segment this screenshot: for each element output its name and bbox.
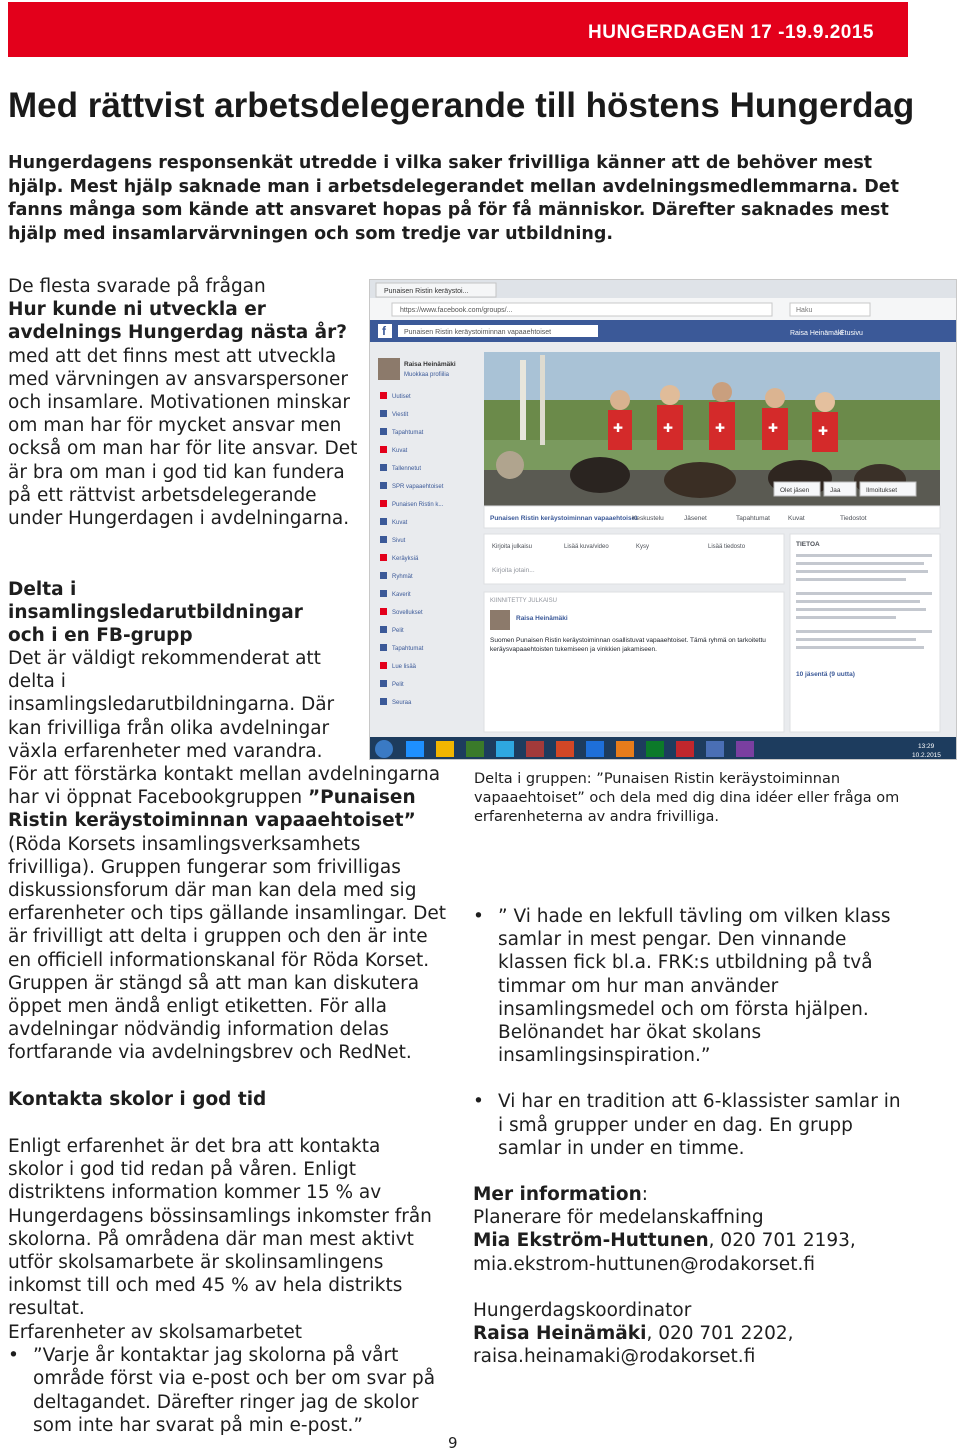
- section-heading-training: Delta i insamlingsledarutbildningar och i en FB-grupp: [8, 579, 303, 647]
- taskbar-app-icon: [736, 741, 754, 757]
- sidebar-icon: [380, 500, 387, 507]
- contact-name-1: Mia Ekström-Huttunen: [473, 1230, 709, 1252]
- sidebar-icon: [380, 644, 387, 651]
- browser-search: Haku: [796, 307, 813, 314]
- header-banner: [8, 2, 908, 57]
- sidebar-icon: [380, 698, 387, 705]
- fb-group-tab: Tiedostot: [840, 515, 867, 522]
- contact-role-2: Hungerdagskoordinator: [473, 1299, 692, 1321]
- fb-sidebar-item: Kuvat: [392, 520, 408, 526]
- school-experiences: [8, 1321, 448, 1437]
- taskbar-app-icon: [406, 741, 424, 757]
- photo-caption: Delta i gruppen: ”Punaisen Ristin keräystoiminnan vapaaehtoiset” och dela med dig dina idéer eller fråga om erfarenheterna av andra frivilliga.: [474, 771, 900, 825]
- intro-block: [8, 275, 358, 530]
- contact-email-1[interactable]: mia.ekstrom-huttunen@rodakorset.fi: [473, 1253, 815, 1275]
- sidebar-icon: [380, 464, 387, 471]
- sidebar-icon: [380, 482, 387, 489]
- survey-answer: med att det finns mest att utveckla med värvningen av ansvarspersoner och insamlare. Motivationen minskar om man har för mycket ansvar men också om man har för lite ansvar. Det är bra om man i god tid kan fundera på ett rättvist arbetsdelegerande under Hungerdagen i avdelningarna.: [8, 345, 358, 530]
- fb-user-top: Raisa Heinämäki: [790, 330, 843, 337]
- contact-phone-1: , 020 701 2193,: [708, 1230, 856, 1252]
- fb-sidebar-item: Uutiset: [392, 394, 411, 400]
- fb-sidebar-item: Tapahtumat: [392, 646, 424, 652]
- list-item: • Vi har en tradition att 6-klassister samlar in i små grupper under en dag. En grupp samlar in under en timme.: [473, 1090, 908, 1160]
- taskbar-app-icon: [706, 741, 724, 757]
- contact-role-1: Planerare för medelanskaffning: [473, 1207, 764, 1229]
- fb-sidebar-item: Sovellukset: [392, 610, 423, 616]
- sidebar-icon: [380, 608, 387, 615]
- fb-post-text: Suomen Punaisen Ristin keräystoiminnan osallistuvat vapaaehtoiset. Tämä ryhmä on tarkoitettu keräysvapaaehtoisten tukemiseen ja vinkkien jakamiseen.: [490, 637, 766, 653]
- taskbar-app-icon: [466, 741, 484, 757]
- fb-sidebar-item: Pelit: [392, 682, 404, 688]
- sidebar-icon: [380, 680, 387, 687]
- sidebar-icon: [380, 410, 387, 417]
- section-schools-body: Enligt erfarenhet är det bra att kontakta skolor i god tid redan på våren. Enligt distriktens information kommer 15 % av Hungerdagens bössinsamlings inkomster från skolorna. På områdena där man mest aktivt utför skolsamarbete är skolinsamlingens inkomst till och med 45 % av hela distrikts resultat.: [8, 1136, 432, 1320]
- school-experiences-heading: Erfarenheter av skolsamarbetet: [8, 1322, 302, 1343]
- sidebar-user-name: Raisa Heinämäki: [404, 361, 456, 368]
- fb-sidebar-item: Keräyksiä: [392, 556, 419, 562]
- intro-text: De flesta svarade på frågan: [8, 276, 266, 297]
- sidebar-icon: [380, 392, 387, 399]
- taskbar-app-icon: [646, 741, 664, 757]
- sidebar-icon: [380, 572, 387, 579]
- fb-group-tab: Keskustelu: [632, 515, 664, 522]
- fb-composer-button: Kysy: [636, 544, 650, 550]
- fb-sidebar-item: SPR vapaaehtoiset: [392, 484, 444, 490]
- sidebar-icon: [380, 428, 387, 435]
- fb-sidebar-item: Sivut: [392, 538, 406, 544]
- fb-about-heading: TIETOA: [796, 541, 820, 548]
- taskbar-app-icon: [436, 741, 454, 757]
- sidebar-icon: [380, 446, 387, 453]
- section-heading-schools: Kontakta skolor i god tid: [8, 1089, 267, 1110]
- svg-text:✚: ✚: [818, 424, 829, 438]
- contact-name-2: Raisa Heinämäki: [473, 1323, 647, 1345]
- fb-group-tab: Kuvat: [788, 515, 805, 522]
- sidebar-icon: [380, 590, 387, 597]
- fb-sidebar-item: Tapahtumat: [392, 430, 424, 436]
- contact-heading: Mer information: [473, 1184, 642, 1206]
- banner-title: HUNGERDAGEN 17 -19.9.2015: [588, 22, 874, 43]
- taskbar-time: 13:29: [918, 743, 935, 750]
- fb-group-search: Punaisen Ristin keräystoiminnan vapaaehtoiset: [404, 329, 552, 336]
- browser-tab-label: Punaisen Ristin keräystoi...: [384, 288, 469, 295]
- fb-sidebar-item: Viestit: [392, 412, 409, 418]
- taskbar-app-icon: [586, 741, 604, 757]
- fb-sidebar-item: Punaisen Ristin k...: [392, 502, 444, 508]
- facebook-group-name: ”Punaisen Ristin keräystoiminnan vapaaehtoiset”: [8, 787, 416, 832]
- lead-paragraph: Hungerdagens responsenkät utredde i vilka saker frivilliga känner att de behöver mest hjälp. Mest hjälp saknade man i arbetsdelegerandet mellan avdelningsmedlemmarna. Det fanns många som kände att ansvaret hopas på för få människor. Därefter saknades mest hjälp med insamlarvärvningen och som tredje var utbildning.: [8, 153, 900, 244]
- fb-sidebar-item: Kaverit: [392, 592, 411, 598]
- fb-sidebar-item: Tallennetut: [392, 466, 422, 472]
- training-text: Det är väldigt rekommenderat att delta i insamlingsledarutbildningarna. Där kan frivilliga från olika avdelningar växla erfarenheter med varandra. För att förstärka kontakt mellan avdelningarna har vi öppnat Facebookgruppen: [8, 648, 441, 809]
- sidebar-icon: [380, 536, 387, 543]
- taskbar-app-icon: [526, 741, 544, 757]
- contact-block: [473, 1183, 943, 1368]
- fb-sidebar-item: Lue lisää: [392, 664, 417, 670]
- list-item: • ”Varje år kontaktar jag skolorna på vårt område först via e-post och ber om svar på deltagandet. Därefter ringer jag de skolor som inte har svarat på min e-post.”: [8, 1344, 448, 1437]
- contact-heading-colon: :: [641, 1184, 648, 1206]
- fb-home-link: Etusivu: [840, 330, 863, 337]
- fb-poster-name: Raisa Heinämäki: [516, 615, 568, 622]
- fb-sidebar-item: Seuraa: [392, 700, 412, 706]
- taskbar-date: 10.2.2015: [912, 752, 941, 759]
- sidebar-icon: [380, 662, 387, 669]
- survey-question: Hur kunde ni utveckla er avdelnings Hungerdag nästa år?: [8, 299, 347, 344]
- svg-text:✚: ✚: [715, 421, 726, 435]
- contact-phone-2: , 020 701 2202,: [646, 1323, 794, 1345]
- facebook-group-screenshot: [369, 279, 957, 760]
- fb-composer-button: Kirjoita julkaisu: [492, 544, 533, 550]
- sidebar-user-sub: Muokkaa profiilia: [404, 372, 450, 378]
- fb-joined-button: Olet jäsen: [780, 487, 810, 494]
- page-number: 9: [448, 1434, 458, 1452]
- contact-email-2[interactable]: raisa.heinamaki@rodakorset.fi: [473, 1346, 756, 1368]
- right-column: [473, 905, 943, 1368]
- browser-url: https://www.facebook.com/groups/...: [400, 307, 513, 314]
- taskbar-app-icon: [676, 741, 694, 757]
- svg-text:✚: ✚: [663, 421, 674, 435]
- sidebar-icon: [380, 554, 387, 561]
- fb-group-name-tab: Punaisen Ristin keräystoiminnan vapaaehtoiset: [490, 515, 638, 522]
- fb-composer-button: Lisää tiedosto: [708, 544, 746, 550]
- fb-sidebar-item: Kuvat: [392, 448, 408, 454]
- fb-notify-button: Ilmoitukset: [866, 487, 898, 494]
- article-headline: Med rättvist arbetsdelegerande till höstens Hungerdag: [8, 86, 915, 125]
- sidebar-icon: [380, 626, 387, 633]
- fb-group-tab: Tapahtumat: [736, 515, 770, 522]
- fb-composer-button: Lisää kuva/video: [564, 544, 609, 550]
- fb-sidebar-item: Ryhmät: [392, 574, 413, 580]
- fb-sidebar-item: Pelit: [392, 628, 404, 634]
- taskbar-app-icon: [496, 741, 514, 757]
- sidebar-icon: [380, 518, 387, 525]
- taskbar-app-icon: [556, 741, 574, 757]
- taskbar-app-icon: [616, 741, 634, 757]
- svg-text:✚: ✚: [613, 421, 624, 435]
- list-item: • ” Vi hade en lekfull tävling om vilken klass samlar in mest pengar. Den vinnande klassen fick bl.a. FRK:s utbildning på två timmar om hur man använder insamlingsmedel och om första hjälpen. Belönandet har ökat skolans insamlingsinspiration.”: [473, 905, 908, 1067]
- fb-group-tab: Jäsenet: [684, 515, 707, 522]
- fb-pinned-label: KIINNITETTY JULKAISU: [490, 598, 557, 604]
- fb-members-count: 10 jäsentä (9 uutta): [796, 671, 855, 678]
- svg-text:✚: ✚: [768, 421, 779, 435]
- training-text-cont: (Röda Korsets insamlingsverksamhets frivilliga). Gruppen fungerar som frivilligas diskussionsforum där man kan dela med sig erfarenheter och tips gällande insamlingar. Det är frivilligt att delta i gruppen och den är inte en officiell informationskanal för Röda Korset. Gruppen är stängd så att man kan diskutera öppet men ändå enligt etiketten. För alla avdelningar nödvändig information delas fortfarande via avdelningsbrev och RedNet.: [8, 833, 447, 1064]
- fb-post-placeholder: Kirjoita jotain...: [492, 567, 535, 574]
- fb-share-button: Jaa: [830, 487, 841, 494]
- svg-text:f: f: [382, 324, 386, 338]
